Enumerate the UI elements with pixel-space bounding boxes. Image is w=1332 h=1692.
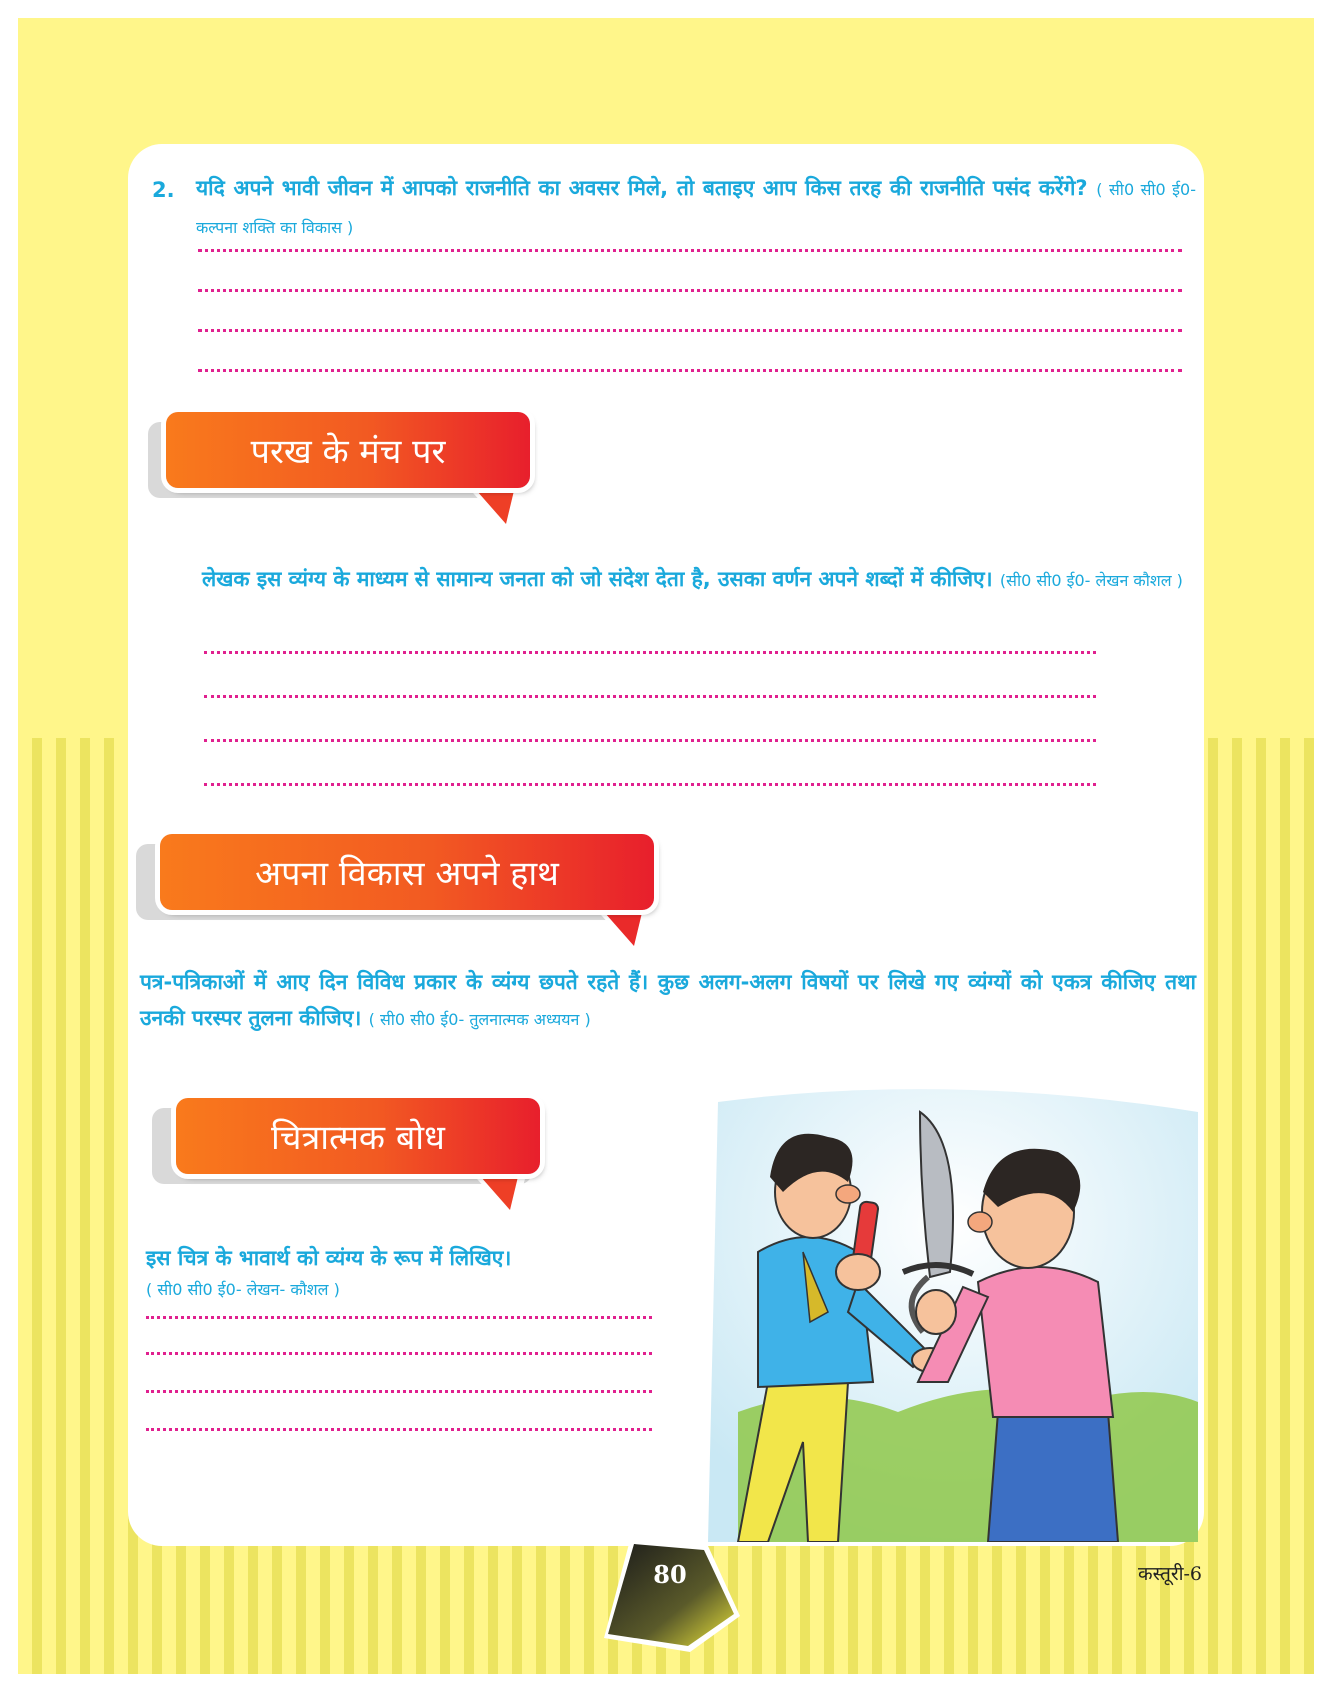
answer-line[interactable] <box>146 1352 652 1355</box>
section1-tag: (सी0 सी0 ई0- लेखन कौशल ) <box>999 571 1183 590</box>
answer-line[interactable] <box>204 651 1096 654</box>
section-banner-apna-vikas <box>136 826 676 956</box>
page-number-badge <box>590 1538 750 1658</box>
answer-line[interactable] <box>146 1316 652 1319</box>
answer-line[interactable] <box>198 289 1182 292</box>
cartoon-illustration <box>698 1082 1204 1542</box>
section-title: चित्रात्मक बोध <box>176 1098 540 1174</box>
section-banner-parakh <box>148 404 548 534</box>
answer-line[interactable] <box>198 329 1182 332</box>
section-title: अपना विकास अपने हाथ <box>160 834 654 910</box>
section2-tag: ( सी0 सी0 ई0- तुलनात्मक अध्ययन ) <box>368 1010 591 1029</box>
answer-line[interactable] <box>146 1390 652 1393</box>
section1-instruction <box>202 556 1196 604</box>
section1-instruction-text: लेखक इस व्यंग्य के माध्यम से सामान्य जनता को जो संदेश देता है, उसका वर्णन अपने शब्दों में कीजिए। <box>202 567 993 591</box>
question-number: 2. <box>152 178 175 202</box>
question-tag: ( सी0 सी0 ई0- कल्पना शक्ति का विकास ) <box>196 180 1196 237</box>
question-body: यदि अपने भावी जीवन में आपको राजनीति का अवसर मिले, तो बताइए आप किस तरह की राजनीति पसंद करेंगे? <box>196 176 1088 200</box>
book-title: कस्तूरी-6 <box>1138 1563 1203 1585</box>
section3-tag: ( सी0 सी0 ई0- लेखन- कौशल ) <box>146 1280 340 1299</box>
answer-line[interactable] <box>198 369 1182 372</box>
section-title: परख के मंच पर <box>166 412 530 488</box>
answer-line[interactable] <box>146 1428 652 1431</box>
answer-line[interactable] <box>204 695 1096 698</box>
page-badge-shape <box>590 1538 750 1658</box>
section-banner-chitratmak <box>152 1090 572 1220</box>
question-text <box>196 170 1196 246</box>
section3-instruction: इस चित्र के भावार्थ को व्यंग्य के रूप में लिखिए। <box>146 1246 512 1270</box>
section2-instruction <box>140 964 1196 1038</box>
answer-line[interactable] <box>204 783 1096 786</box>
answer-line[interactable] <box>198 249 1182 252</box>
section2-instruction-text: पत्र-पत्रिकाओं में आए दिन विविध प्रकार के व्यंग्य छपते रहते हैं। कुछ अलग-अलग विषयों पर लिखे गए व्यंग्यों को एकत्र कीजिए तथा उनकी परस्पर तुलना कीजिए। <box>140 970 1196 1030</box>
page-number: 80 <box>653 1560 687 1589</box>
answer-line[interactable] <box>204 739 1096 742</box>
